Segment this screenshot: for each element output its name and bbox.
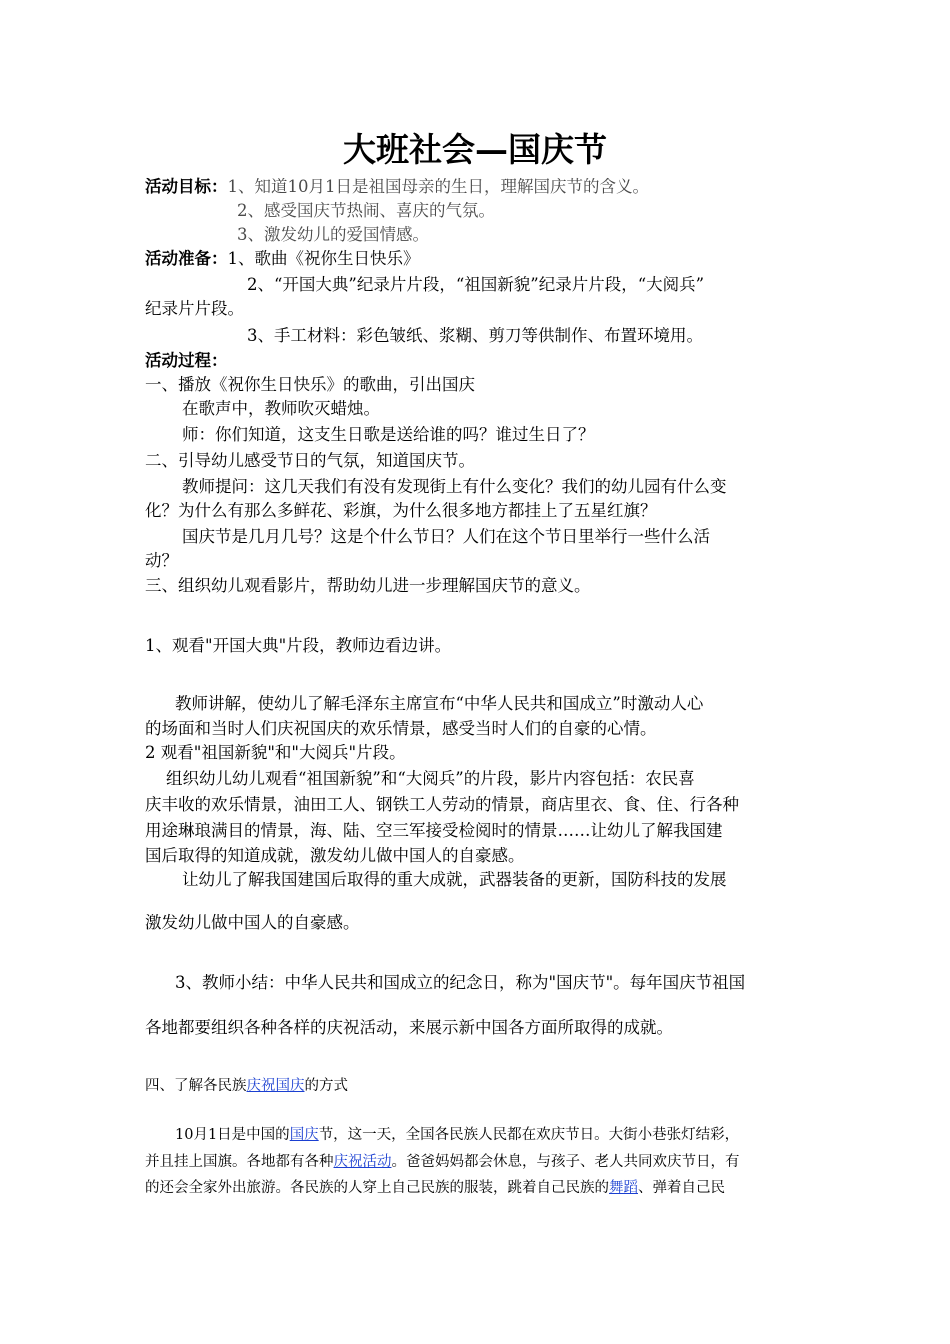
step-4 <box>145 1075 348 1097</box>
s3-1: 1、观看"开国大典"片段，教师边看边讲。 <box>145 636 452 655</box>
step-2-a2: 化？为什么有那么多鲜花、彩旗，为什么很多地方都挂上了五星红旗？ <box>145 501 657 520</box>
s3-3b: 各地都要组织各种各样的庆祝活动，来展示新中国各方面所取得的成就。 <box>145 1018 673 1037</box>
p4-line-1 <box>175 1124 739 1146</box>
prep-2a: 2、“开国大典”纪录片片段，“祖国新貌”纪录片片段，“大阅兵” <box>247 275 705 294</box>
step-2-a1: 教师提问：这几天我们有没有发现街上有什么变化？我们的幼儿园有什么变 <box>182 477 727 496</box>
s3-2-b1: 让幼儿了解我国建国后取得的重大成就，武器装备的更新，国防科技的发展 <box>182 870 727 889</box>
link-guoqing[interactable]: 国庆 <box>289 1127 319 1143</box>
goal-3: 3、激发幼儿的爱国情感。 <box>237 225 429 244</box>
prep-line-1 <box>145 248 420 270</box>
p4-2b: 。爸爸妈妈都会休息，与孩子、老人共同欢庆节日，有 <box>391 1154 740 1170</box>
p4-line-3 <box>145 1177 725 1199</box>
step-1-b: 师：你们知道，这支生日歌是送给谁的吗？谁过生日了？ <box>182 425 595 444</box>
goal-line-1 <box>145 176 649 198</box>
step-3: 三、组织幼儿观看影片，帮助幼儿进一步理解国庆节的意义。 <box>145 576 591 595</box>
goal-1: 1、知道10月1日是祖国母亲的生日，理解国庆节的含义。 <box>227 177 649 196</box>
p4-3a: 的还会全家外出旅游。各民族的人穿上自己民族的服装，跳着自己民族的 <box>145 1180 609 1196</box>
p4-2a: 并且挂上国旗。各地都有各种 <box>145 1154 334 1170</box>
link-celebration-activities[interactable]: 庆祝活动 <box>333 1154 392 1170</box>
step-4-pre: 四、了解各民族 <box>145 1078 247 1094</box>
prep-2b: 纪录片片段。 <box>145 299 244 318</box>
prep-3: 3、手工材料：彩色皱纸、浆糊、剪刀等供制作、布置环境用。 <box>247 326 703 345</box>
goal-2: 2、感受国庆节热闹、喜庆的气氛。 <box>237 201 495 220</box>
link-celebrate-national-day[interactable]: 庆祝国庆 <box>246 1078 305 1094</box>
process-label: 活动过程： <box>145 351 228 370</box>
s3-3a: 3、教师小结：中华人民共和国成立的纪念日，称为"国庆节"。每年国庆节祖国 <box>175 973 746 992</box>
step-4-post: 的方式 <box>304 1078 348 1094</box>
s3-2-a4: 国后取得的知道成就，激发幼儿做中国人的自豪感。 <box>145 846 525 865</box>
s3-2-a2: 庆丰收的欢乐情景，油田工人、钢铁工人劳动的情景，商店里衣、食、住、行各种 <box>145 795 739 814</box>
page-title: 大班社会—国庆节 <box>343 130 607 169</box>
p4-line-2 <box>145 1151 740 1173</box>
step-1: 一、播放《祝你生日快乐》的歌曲，引出国庆 <box>145 375 475 394</box>
s3-2: 2 观看"祖国新貌"和"大阅兵"片段。 <box>145 743 406 762</box>
prep-1: 1、歌曲《祝你生日快乐》 <box>227 249 420 268</box>
prep-label: 活动准备： <box>145 249 228 268</box>
s3-1-a2: 的场面和当时人们庆祝国庆的欢乐情景，感受当时人们的自豪的心情。 <box>145 719 657 738</box>
step-1-a: 在歌声中，教师吹灭蜡烛。 <box>182 399 380 418</box>
p4-1b: 节，这一天，全国各民族人民都在欢庆节日。大街小巷张灯结彩， <box>318 1127 740 1143</box>
goal-label: 活动目标： <box>145 177 228 196</box>
link-dance[interactable]: 舞蹈 <box>609 1180 638 1196</box>
step-2-b2: 动？ <box>145 551 178 570</box>
p4-3b: 、弹着自己民 <box>638 1180 725 1196</box>
step-2: 二、引导幼儿感受节日的气氛，知道国庆节。 <box>145 451 475 470</box>
step-2-b1: 国庆节是几月几号？这是个什么节日？人们在这个节日里举行一些什么活 <box>182 527 710 546</box>
s3-2-b2: 激发幼儿做中国人的自豪感。 <box>145 913 360 932</box>
p4-1a: 10月1日是中国的 <box>175 1127 290 1143</box>
s3-2-a3: 用途琳琅满目的情景，海、陆、空三军接受检阅时的情景……让幼儿了解我国建 <box>145 821 723 840</box>
s3-1-a1: 教师讲解，使幼儿了解毛泽东主席宣布“中华人民共和国成立”时激动人心 <box>175 694 704 713</box>
s3-2-a1: 组织幼儿幼儿观看“祖国新貌”和“大阅兵”的片段，影片内容包括：农民喜 <box>166 769 695 788</box>
